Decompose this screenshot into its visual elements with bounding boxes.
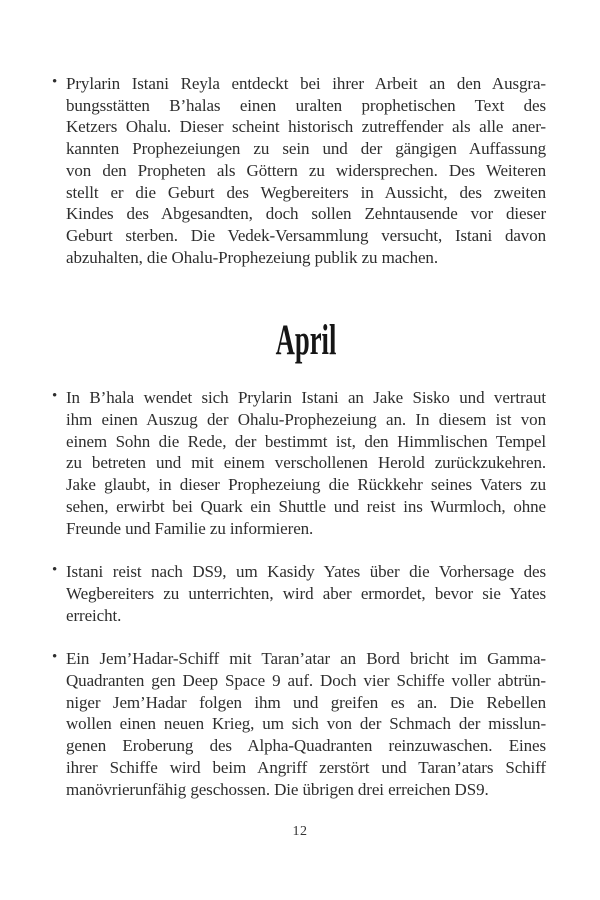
bullet-list-before-heading xyxy=(52,73,546,268)
text-line: Istani reist nach DS9, um Kasidy Yates über die Vorhersage des xyxy=(66,562,546,582)
text-line: zu betreten und mit einem verschollenen Herold zurückzukehren. xyxy=(66,453,546,473)
text-line: Ein Jem’Hadar-Schiff mit Taran’atar an Bord bricht im Gamma- xyxy=(66,649,546,669)
text-line: ihrer Schiffe wird beim Angriff zerstört und Taran’atars Schiff xyxy=(66,757,546,777)
page-content xyxy=(52,73,546,800)
bullet-icon: • xyxy=(52,562,58,579)
section-heading: April xyxy=(275,317,337,365)
text-line: genen Eroberung des Alpha-Quadranten reinzuwaschen. Eines xyxy=(66,736,546,756)
text-line: manövrierunfähig geschossen. Die übrigen drei erreichen DS9. xyxy=(66,779,489,799)
text-line: Ketzers Ohalu. Dieser scheint historisch zutreffender als alle aner- xyxy=(66,117,546,137)
text-line: Wegbereiters zu unterrichten, wird aber ermordet, bevor sie Yates xyxy=(66,583,546,603)
text-line: von den Propheten als Göttern zu widersprechen. Des Weiteren xyxy=(66,160,546,180)
text-line: Jake glaubt, in dieser Prophezeiung die Rückkehr seines Vaters zu xyxy=(66,475,546,495)
page-number: 12 xyxy=(292,824,308,839)
bullet-icon: • xyxy=(52,649,58,666)
text-line: kannten Prophezeiungen zu sein und der gängigen Auffassung xyxy=(66,139,546,159)
text-line: einem Sohn die Rede, der bestimmt ist, den Himmlischen Tempel xyxy=(66,431,546,451)
text-line: stellt er die Geburt des Wegbereiters in Aussicht, des zweiten xyxy=(66,182,546,202)
bullet-paragraph xyxy=(52,561,546,626)
text-line: sehen, erwirbt bei Quark ein Shuttle und reist ins Wurmloch, ohne xyxy=(66,496,546,516)
text-line: In B’hala wendet sich Prylarin Istani an Jake Sisko und vertraut xyxy=(66,388,546,408)
text-line: ihm einen Auszug der Ohalu-Prophezeiung an. In diesem ist von xyxy=(66,410,546,430)
text-line: Quadranten gen Deep Space 9 auf. Doch vier Schiffe voller abtrün- xyxy=(66,671,546,691)
bullet-paragraph xyxy=(52,648,546,800)
bullet-icon: • xyxy=(52,74,58,90)
text-line: Prylarin Istani Reyla entdeckt bei ihrer Arbeit an den Ausgra- xyxy=(66,74,546,93)
text-line: erreicht. xyxy=(66,605,122,625)
text-line: niger Jem’Hadar folgen ihm und greifen es an. Die Rebellen xyxy=(66,692,546,712)
text-line: abzuhalten, die Ohalu-Prophezeiung publik zu machen. xyxy=(66,247,438,267)
text-line: Geburt sterben. Die Vedek-Versammlung versucht, Istani davon xyxy=(66,225,546,245)
text-line: bungsstätten B’halas einen uralten prophetischen Text des xyxy=(66,95,546,115)
bullet-icon: • xyxy=(52,388,58,405)
bullet-list-after-heading xyxy=(52,387,546,800)
text-line: Kindes des Abgesandten, doch sollen Zehntausende vor dieser xyxy=(66,204,546,224)
bullet-paragraph xyxy=(52,73,546,268)
bullet-paragraph xyxy=(52,387,546,539)
text-line: wollen einen neuen Krieg, um sich von der Schmach der misslun- xyxy=(66,714,546,734)
text-line: Freunde und Familie zu informieren. xyxy=(66,518,314,538)
